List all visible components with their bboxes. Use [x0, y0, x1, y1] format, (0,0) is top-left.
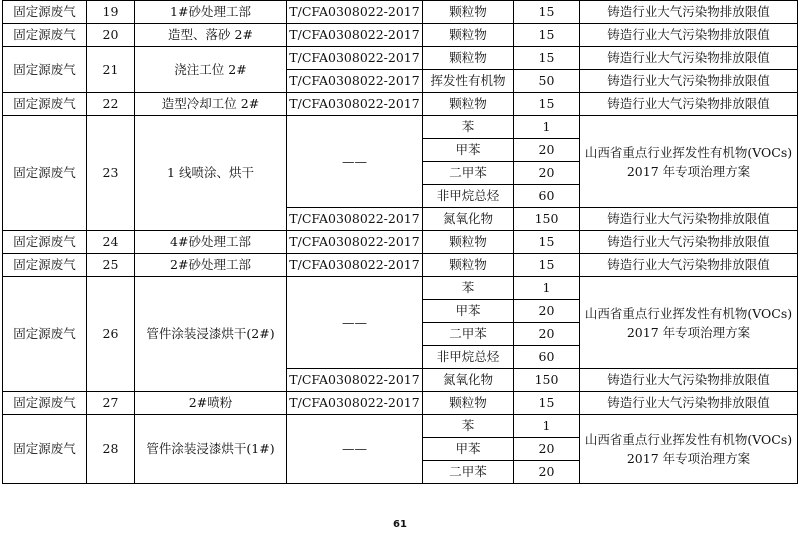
- limit-value-cell: 1: [514, 415, 580, 438]
- standard-code-cell: T/CFA0308022-2017: [287, 93, 423, 116]
- source-type-cell: 固定源废气: [3, 93, 87, 116]
- process-cell: 2#喷粉: [135, 392, 287, 415]
- limit-value-cell: 15: [514, 231, 580, 254]
- emission-standards-table: [2, 0, 798, 484]
- process-cell: 造型、落砂 2#: [135, 24, 287, 47]
- process-cell: 管件涂装浸漆烘干(1#): [135, 415, 287, 484]
- table-row: [3, 231, 798, 254]
- standard-code-cell: T/CFA0308022-2017: [287, 231, 423, 254]
- limit-value-cell: 60: [514, 185, 580, 208]
- limit-value-cell: 20: [514, 139, 580, 162]
- standard-code-cell: T/CFA0308022-2017: [287, 24, 423, 47]
- pollutant-cell: 颗粒物: [423, 1, 514, 24]
- limit-value-cell: 20: [514, 438, 580, 461]
- process-cell: 1#砂处理工部: [135, 1, 287, 24]
- limit-value-cell: 20: [514, 162, 580, 185]
- standard-code-cell: T/CFA0308022-2017: [287, 1, 423, 24]
- limit-value-cell: 20: [514, 323, 580, 346]
- source-type-cell: 固定源废气: [3, 254, 87, 277]
- limit-value-cell: 50: [514, 70, 580, 93]
- pollutant-cell: 颗粒物: [423, 392, 514, 415]
- limit-value-cell: 15: [514, 93, 580, 116]
- table-row: [3, 254, 798, 277]
- pollutant-cell: 颗粒物: [423, 93, 514, 116]
- process-cell: 管件涂装浸漆烘干(2#): [135, 277, 287, 392]
- process-cell: 4#砂处理工部: [135, 231, 287, 254]
- source-type-cell: 固定源废气: [3, 415, 87, 484]
- limit-value-cell: 150: [514, 208, 580, 231]
- limit-value-cell: 15: [514, 1, 580, 24]
- standard-code-cell: T/CFA0308022-2017: [287, 369, 423, 392]
- standard-name-cell: 铸造行业大气污染物排放限值: [580, 93, 798, 116]
- pollutant-cell: 氮氧化物: [423, 369, 514, 392]
- standard-name-cell: 山西省重点行业挥发性有机物(VOCs) 2017 年专项治理方案: [580, 415, 798, 484]
- pollutant-cell: 苯: [423, 277, 514, 300]
- standard-name-cell: 铸造行业大气污染物排放限值: [580, 369, 798, 392]
- standard-code-cell: ——: [287, 277, 423, 369]
- item-number-cell: 20: [87, 24, 135, 47]
- standard-name-cell: 铸造行业大气污染物排放限值: [580, 24, 798, 47]
- table-row: [3, 392, 798, 415]
- source-type-cell: 固定源废气: [3, 277, 87, 392]
- item-number-cell: 19: [87, 1, 135, 24]
- standard-name-cell: 铸造行业大气污染物排放限值: [580, 208, 798, 231]
- table-row: [3, 415, 798, 438]
- limit-value-cell: 150: [514, 369, 580, 392]
- pollutant-cell: 苯: [423, 415, 514, 438]
- standard-code-cell: T/CFA0308022-2017: [287, 392, 423, 415]
- standard-code-cell: ——: [287, 415, 423, 484]
- limit-value-cell: 20: [514, 300, 580, 323]
- standard-code-cell: ——: [287, 116, 423, 208]
- item-number-cell: 23: [87, 116, 135, 231]
- limit-value-cell: 15: [514, 47, 580, 70]
- standard-name-cell: 铸造行业大气污染物排放限值: [580, 47, 798, 70]
- source-type-cell: 固定源废气: [3, 1, 87, 24]
- table-body: [3, 1, 798, 484]
- item-number-cell: 26: [87, 277, 135, 392]
- standard-name-cell: 铸造行业大气污染物排放限值: [580, 254, 798, 277]
- table-row: [3, 277, 798, 300]
- table-row: [3, 93, 798, 116]
- pollutant-cell: 甲苯: [423, 139, 514, 162]
- source-type-cell: 固定源废气: [3, 231, 87, 254]
- standard-code-cell: T/CFA0308022-2017: [287, 208, 423, 231]
- pollutant-cell: 甲苯: [423, 300, 514, 323]
- pollutant-cell: 颗粒物: [423, 254, 514, 277]
- pollutant-cell: 二甲苯: [423, 323, 514, 346]
- pollutant-cell: 氮氧化物: [423, 208, 514, 231]
- limit-value-cell: 15: [514, 24, 580, 47]
- process-cell: 2#砂处理工部: [135, 254, 287, 277]
- page-number: 61: [393, 519, 407, 530]
- standard-name-cell: 铸造行业大气污染物排放限值: [580, 392, 798, 415]
- process-cell: 造型冷却工位 2#: [135, 93, 287, 116]
- pollutant-cell: 甲苯: [423, 438, 514, 461]
- limit-value-cell: 15: [514, 392, 580, 415]
- table-row: [3, 24, 798, 47]
- standard-code-cell: T/CFA0308022-2017: [287, 70, 423, 93]
- pollutant-cell: 二甲苯: [423, 461, 514, 484]
- pollutant-cell: 颗粒物: [423, 47, 514, 70]
- limit-value-cell: 1: [514, 277, 580, 300]
- table-row: [3, 1, 798, 24]
- limit-value-cell: 20: [514, 461, 580, 484]
- standard-name-cell: 铸造行业大气污染物排放限值: [580, 231, 798, 254]
- pollutant-cell: 挥发性有机物: [423, 70, 514, 93]
- item-number-cell: 27: [87, 392, 135, 415]
- standard-code-cell: T/CFA0308022-2017: [287, 47, 423, 70]
- pollutant-cell: 非甲烷总烃: [423, 346, 514, 369]
- source-type-cell: 固定源废气: [3, 392, 87, 415]
- standard-name-cell: 铸造行业大气污染物排放限值: [580, 70, 798, 93]
- source-type-cell: 固定源废气: [3, 116, 87, 231]
- standard-name-cell: 山西省重点行业挥发性有机物(VOCs) 2017 年专项治理方案: [580, 116, 798, 208]
- pollutant-cell: 颗粒物: [423, 231, 514, 254]
- item-number-cell: 21: [87, 47, 135, 93]
- table-row: [3, 47, 798, 70]
- pollutant-cell: 二甲苯: [423, 162, 514, 185]
- limit-value-cell: 1: [514, 116, 580, 139]
- source-type-cell: 固定源废气: [3, 24, 87, 47]
- item-number-cell: 22: [87, 93, 135, 116]
- item-number-cell: 28: [87, 415, 135, 484]
- limit-value-cell: 60: [514, 346, 580, 369]
- standard-code-cell: T/CFA0308022-2017: [287, 254, 423, 277]
- standard-name-cell: 铸造行业大气污染物排放限值: [580, 1, 798, 24]
- table-row: [3, 116, 798, 139]
- pollutant-cell: 非甲烷总烃: [423, 185, 514, 208]
- process-cell: 浇注工位 2#: [135, 47, 287, 93]
- pollutant-cell: 颗粒物: [423, 24, 514, 47]
- pollutant-cell: 苯: [423, 116, 514, 139]
- source-type-cell: 固定源废气: [3, 47, 87, 93]
- standard-name-cell: 山西省重点行业挥发性有机物(VOCs) 2017 年专项治理方案: [580, 277, 798, 369]
- process-cell: 1 线喷涂、烘干: [135, 116, 287, 231]
- limit-value-cell: 15: [514, 254, 580, 277]
- item-number-cell: 25: [87, 254, 135, 277]
- item-number-cell: 24: [87, 231, 135, 254]
